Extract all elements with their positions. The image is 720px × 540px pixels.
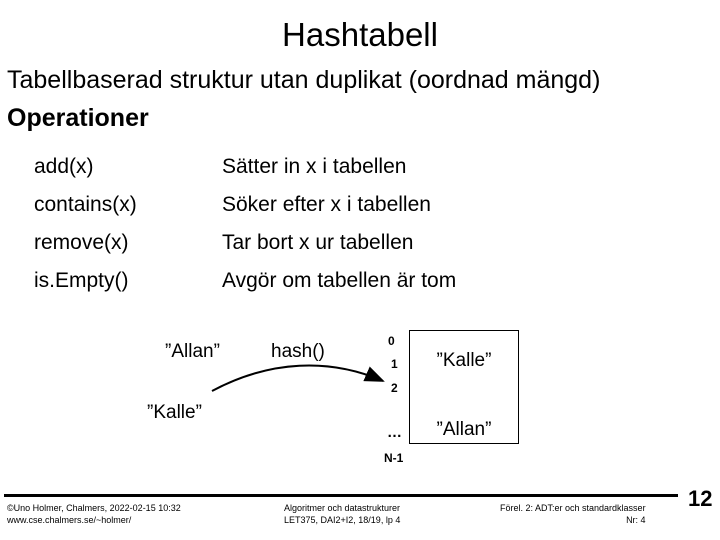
table-index: 0 (388, 334, 395, 348)
operation-description: Sätter in x i tabellen (222, 155, 407, 178)
hash-table-box (409, 330, 519, 444)
footer-right (500, 502, 646, 526)
operation-description: Söker efter x i tabellen (222, 193, 431, 216)
table-entry: ”Kalle” (436, 350, 492, 371)
footer-url: www.cse.chalmers.se/~holmer/ (7, 515, 132, 525)
operation-name: remove(x) (34, 231, 129, 254)
table-index: 2 (391, 381, 398, 395)
operation-description: Avgör om tabellen är tom (222, 269, 457, 292)
hash-function-label: hash() (271, 341, 325, 362)
slide-title: Hashtabell (282, 16, 438, 53)
footer-rule (4, 494, 678, 497)
footer-left (7, 502, 181, 526)
footer-lecture: Förel. 2: ADT:er och standardklasser (500, 503, 646, 513)
table-entry: ”Allan” (436, 419, 492, 440)
operation-name: is.Empty() (34, 269, 129, 292)
table-index-ellipsis: … (387, 424, 402, 441)
arrow-curve (212, 365, 383, 391)
operation-name: contains(x) (34, 193, 137, 216)
operation-name: add(x) (34, 155, 94, 178)
footer-course: Algoritmer och datastrukturer (284, 503, 401, 513)
table-index: N-1 (384, 451, 404, 465)
footer-center (284, 502, 400, 526)
footer-lecture-number: Nr: 4 (626, 515, 646, 525)
other-key-label: ”Kalle” (147, 402, 202, 423)
footer-copyright: ©Uno Holmer, Chalmers, 2022-02-15 10:32 (7, 503, 181, 513)
table-index: 1 (391, 357, 398, 371)
operation-description: Tar bort x ur tabellen (222, 231, 414, 254)
operations-heading: Operationer (7, 104, 149, 132)
slide-subtitle: Tabellbaserad struktur utan duplikat (oordnad mängd) (7, 66, 601, 94)
operations-list (34, 148, 137, 300)
input-key-label: ”Allan” (165, 341, 220, 362)
page-number: 12 (688, 486, 713, 511)
operations-descriptions (222, 148, 456, 300)
footer-course-code: LET375, DAI2+I2, 18/19, lp 4 (284, 515, 401, 525)
